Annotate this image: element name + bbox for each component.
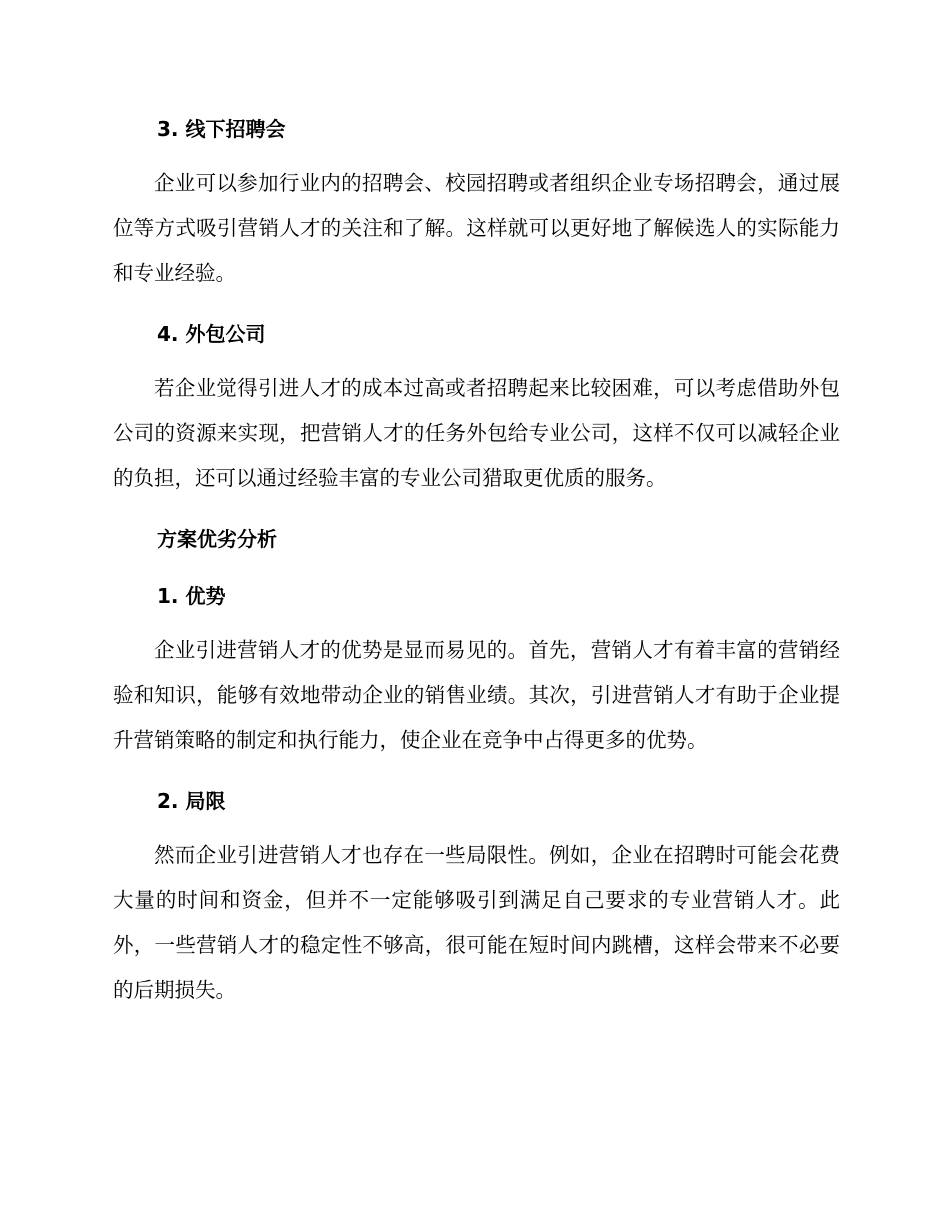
section-heading-limitations: 2. 局限: [157, 789, 226, 813]
section-paragraph-advantages: 企业引进营销人才的优势是显而易见的。首先，营销人才有着丰富的营销经验和知识，能够有效地带动企业的销售业绩。其次，引进营销人才有助于企业提升营销策略的制定和执行能力，使企业在竞争中占得更多的优势。: [113, 638, 840, 752]
section-heading-offline-job-fair: 3. 线下招聘会: [157, 117, 286, 141]
section-heading-analysis: 方案优劣分析: [157, 527, 277, 551]
section-paragraph-limitations: 然而企业引进营销人才也存在一些局限性。例如，企业在招聘时可能会花费大量的时间和资金，但并不一定能够吸引到满足自己要求的专业营销人才。此外，一些营销人才的稳定性不够高，很可能在短时间内跳槽，这样会带来不必要的后期损失。: [113, 843, 840, 1002]
section-heading-advantages: 1. 优势: [157, 584, 226, 608]
section-heading-outsourcing: 4. 外包公司: [157, 322, 266, 346]
section-paragraph-outsourcing: 若企业觉得引进人才的成本过高或者招聘起来比较困难，可以考虑借助外包公司的资源来实现，把营销人才的任务外包给专业公司，这样不仅可以减轻企业的负担，还可以通过经验丰富的专业公司猎取更优质的服务。: [113, 376, 840, 490]
section-paragraph-offline-job-fair: 企业可以参加行业内的招聘会、校园招聘或者组织企业专场招聘会，通过展位等方式吸引营销人才的关注和了解。这样就可以更好地了解候选人的实际能力和专业经验。: [113, 171, 840, 285]
